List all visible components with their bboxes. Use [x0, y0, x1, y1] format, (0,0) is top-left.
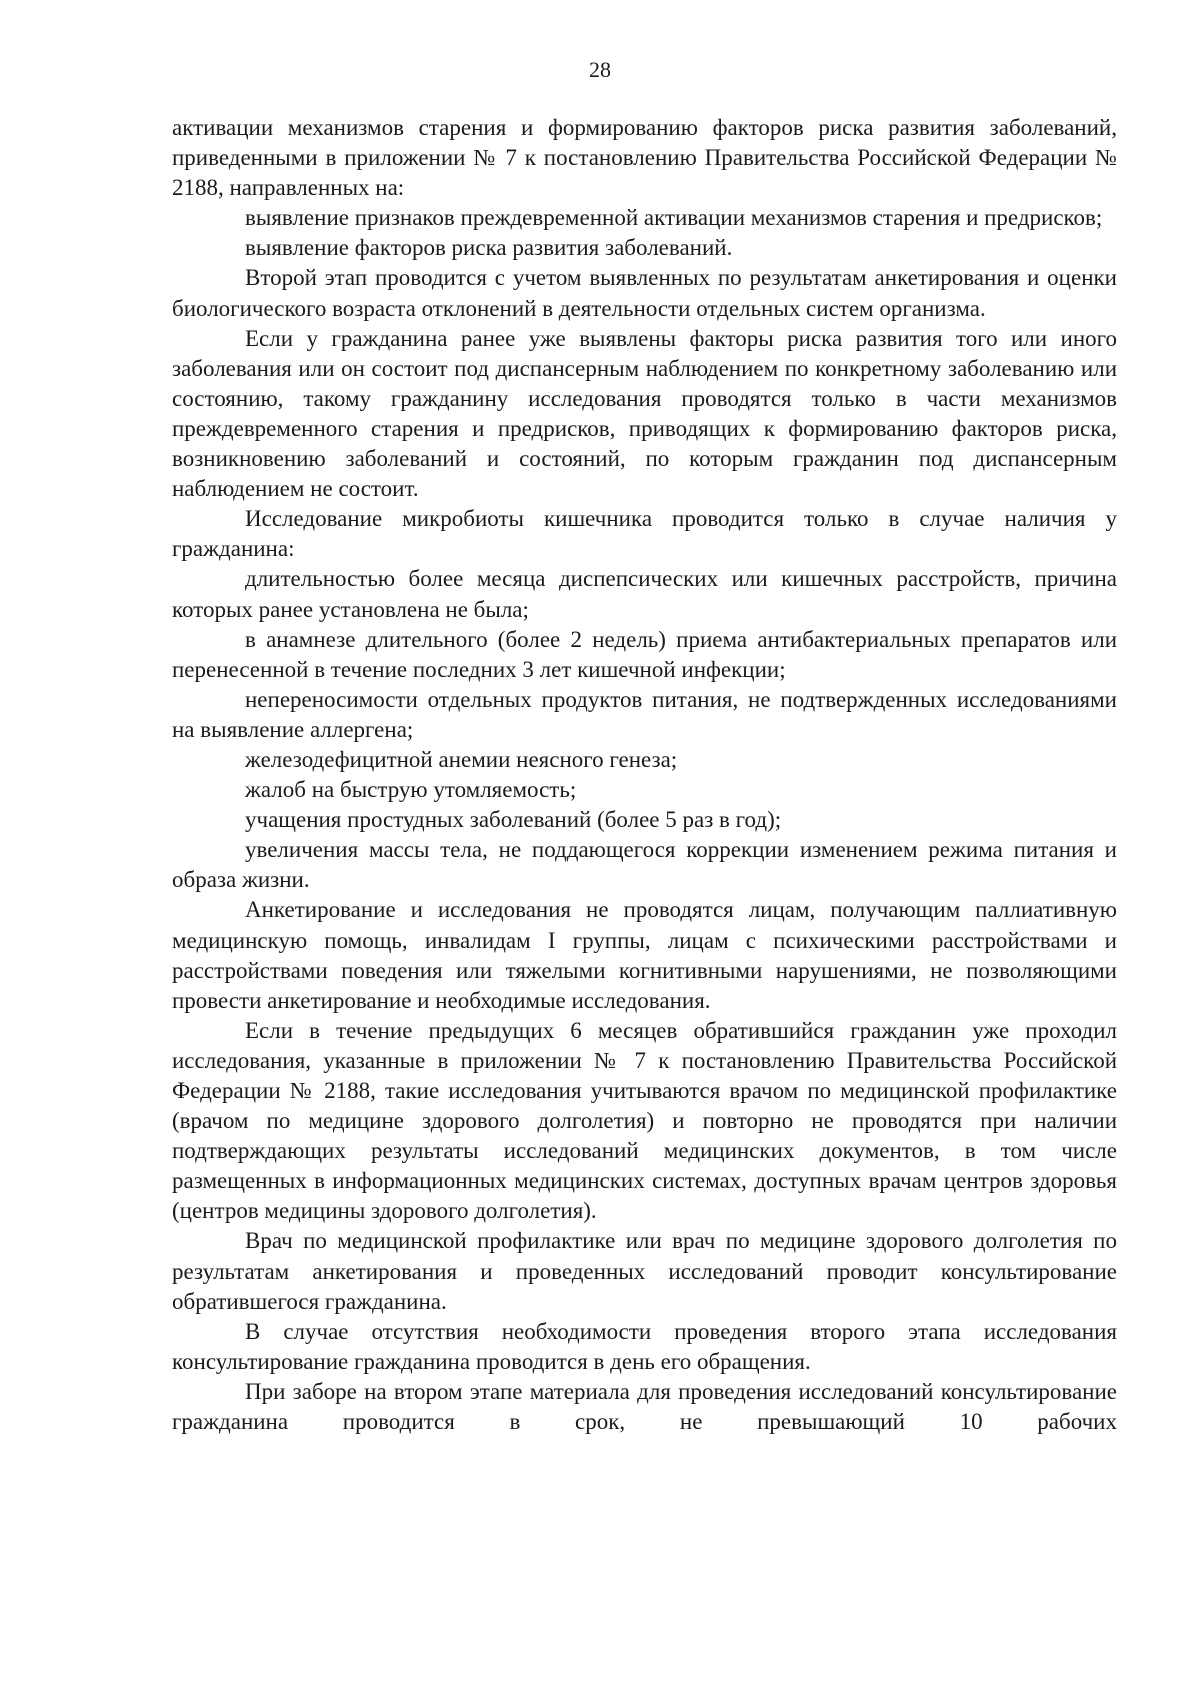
paragraph-18: При заборе на втором этапе материала для проведения исследований консультирование гражданина проводится в срок, не превышающий 10 рабочих: [172, 1378, 1117, 1435]
paragraph-8: в анамнезе длительного (более 2 недель) приема антибактериальных препаратов или перенесенной в течение последних 3 лет кишечной инфекции;: [172, 626, 1117, 682]
paragraph-5: Если у гражданина ранее уже выявлены факторы риска развития того или иного заболевания или он состоит под диспансерным наблюдением по конкретному заболеванию или состоянию, такому гражданину исследования проводятся только в части механизмов преждевременного старения и предрисков, приводящих к формированию факторов риска, возникновению заболеваний и состояний, по которым гражданин под диспансерным наблюдением не состоит.: [172, 325, 1117, 502]
paragraph-16: Врач по медицинской профилактике или врач по медицине здорового долголетия по результатам анкетирования и проведенных исследований проводит консультирование обратившегося гражданина.: [172, 1228, 1117, 1314]
paragraph-1: активации механизмов старения и формированию факторов риска развития заболеваний, приведенными в приложении № 7 к постановлению Правительства Российской Федерации № 2188, направленных на:: [172, 115, 1117, 201]
paragraph-15: Если в течение предыдущих 6 месяцев обратившийся гражданин уже проходил исследования, указанные в приложении № 7 к постановлению Правительства Российской Федерации № 2188, такие исследования учитываются врачом по медицинской профилактике (врачом по медицине здорового долголетия) и повторно не проводятся при наличии подтверждающих результаты исследований медицинских документов, в том числе размещенных в информационных медицинских системах, доступных врачам центров здоровья (центров медицины здорового долголетия).: [172, 1017, 1117, 1224]
paragraph-13: увеличения массы тела, не поддающегося коррекции изменением режима питания и образа жизни.: [172, 837, 1117, 893]
page-number: 28: [589, 57, 611, 82]
paragraph-6: Исследование микробиоты кишечника проводится только в случае наличия у гражданина:: [172, 506, 1117, 562]
paragraph-3: выявление факторов риска развития заболеваний.: [245, 235, 733, 261]
paragraph-4: Второй этап проводится с учетом выявленных по результатам анкетирования и оценки биологического возраста отклонений в деятельности отдельных систем организма.: [172, 265, 1117, 321]
paragraph-2: выявление признаков преждевременной активации механизмов старения и предрисков;: [245, 205, 1103, 231]
paragraph-14: Анкетирование и исследования не проводятся лицам, получающим паллиативную медицинскую помощь, инвалидам I группы, лицам с психическими расстройствами и расстройствами поведения или тяжелыми когнитивными нарушениями, не позволяющими провести анкетирование и необходимые исследования.: [172, 897, 1117, 1013]
document-body: [172, 113, 1117, 1437]
paragraph-9: непереносимости отдельных продуктов питания, не подтвержденных исследованиями на выявление аллергена;: [172, 686, 1117, 742]
paragraph-17: В случае отсутствия необходимости проведения второго этапа исследования консультирование гражданина проводится в день его обращения.: [172, 1318, 1117, 1374]
paragraph-11: жалоб на быструю утомляемость;: [245, 777, 577, 803]
paragraph-7: длительностью более месяца диспепсических или кишечных расстройств, причина которых ранее установлена не была;: [172, 566, 1117, 622]
paragraph-10: железодефицитной анемии неясного генеза;: [245, 746, 678, 772]
paragraph-12: учащения простудных заболеваний (более 5 раз в год);: [245, 807, 782, 833]
